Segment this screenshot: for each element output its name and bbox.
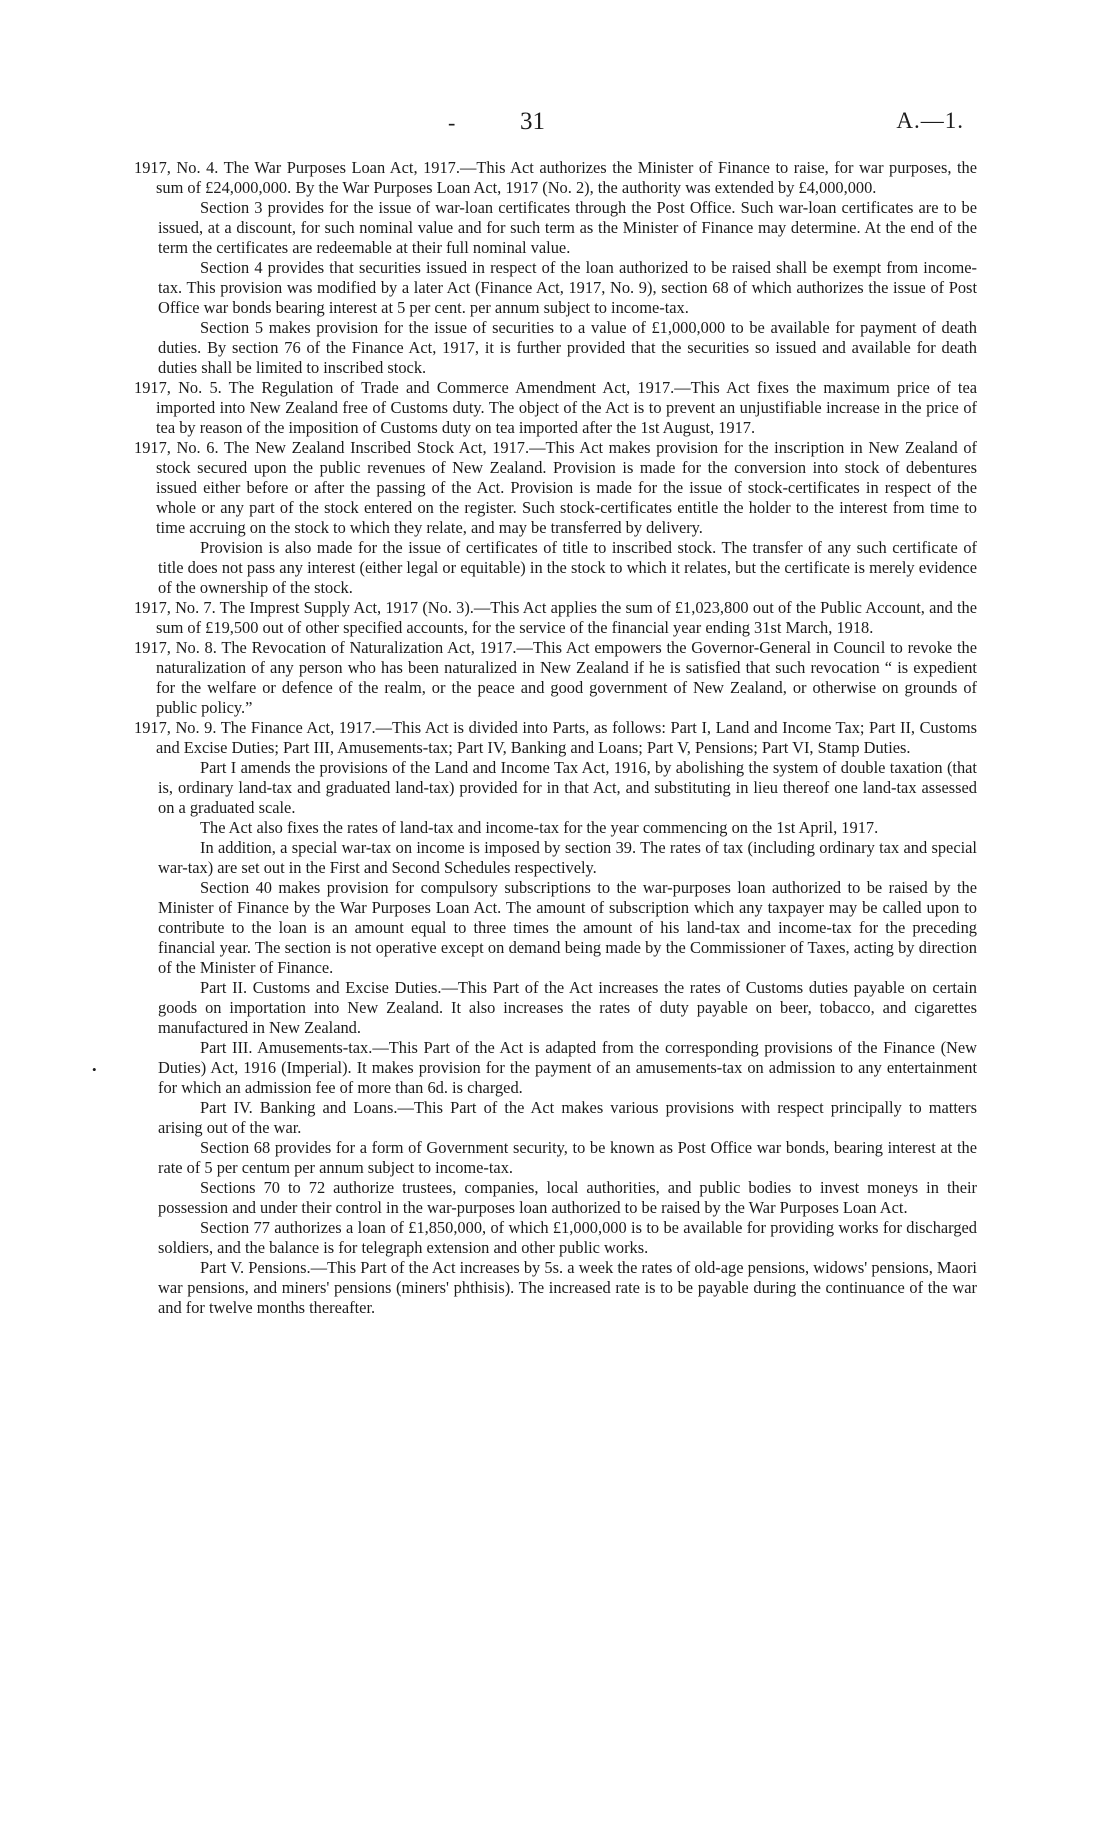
act-paragraph: 1917, No. 8. The Revocation of Naturalization Act, 1917.—This Act empowers the Governor-General in Council to revoke the naturalization of any person who has been naturalized in New Zealand if he is satisfied that such revocation “ is expedient for the welfare or defence of the realm, or the peace and good government of New Zealand, or otherwise on grounds of public policy.”: [134, 638, 977, 717]
body-paragraph: The Act also fixes the rates of land-tax and income-tax for the year commencing on the 1st April, 1917.: [200, 818, 879, 837]
act-paragraph: 1917, No. 9. The Finance Act, 1917.—This Act is divided into Parts, as follows: Part I, Land and Income Tax; Part II, Customs and Excise Duties; Part III, Amusements-tax; Part IV, Banking and Loans; Part V, Pensions; Part VI, Stamp Duties.: [134, 718, 977, 757]
body-paragraph: Section 68 provides for a form of Government security, to be known as Post Office war bonds, bearing interest at the rate of 5 per centum per annum subject to income-tax.: [158, 1138, 977, 1177]
body-paragraph: Part IV. Banking and Loans.—This Part of the Act makes various provisions with respect principally to matters arising out of the war.: [158, 1098, 977, 1137]
act-paragraph: 1917, No. 6. The New Zealand Inscribed Stock Act, 1917.—This Act makes provision for the inscription in New Zealand of stock secured upon the public revenues of New Zealand. Provision is made for the conversion into stock of debentures issued either before or after the passing of the Act. Provision is made for the issue of stock-certificates in respect of the whole or any part of the stock entered on the register. Such stock-certificates entitle the holder to the interest from time to time accruing on the stock to which they relate, and may be transferred by delivery.: [134, 438, 977, 537]
header-dash: -: [448, 110, 456, 135]
body-paragraph: Section 40 makes provision for compulsory subscriptions to the war-purposes loan authorized to be raised by the Minister of Finance by the War Purposes Loan Act. The amount of subscription which any taxpayer may be called upon to contribute to the loan is an amount equal to three times the amount of his land-tax and income-tax for the preceding financial year. The section is not operative except on demand being made by the Commissioner of Taxes, acting by direction of the Minister of Finance.: [158, 878, 977, 977]
body-paragraph: Section 4 provides that securities issued in respect of the loan authorized to be raised shall be exempt from income-tax. This provision was modified by a later Act (Finance Act, 1917, No. 9), section 68 of which authorizes the issue of Post Office war bonds bearing interest at 5 per cent. per annum subject to income-tax.: [158, 258, 977, 317]
body-paragraph: Section 5 makes provision for the issue of securities to a value of £1,000,000 to be available for payment of death duties. By section 76 of the Finance Act, 1917, it is further provided that the securities so issued and available for death duties shall be limited to inscribed stock.: [158, 318, 977, 377]
body-paragraph: Part II. Customs and Excise Duties.—This Part of the Act increases the rates of Customs duties payable on certain goods on importation into New Zealand. It also increases the rates of duty payable on beer, tobacco, and cigarettes manufactured in New Zealand.: [158, 978, 977, 1037]
document-body: [134, 158, 977, 1318]
body-paragraph: Sections 70 to 72 authorize trustees, companies, local authorities, and public bodies to invest moneys in their possession and under their control in the war-purposes loan authorized to be raised by the War Purposes Loan Act.: [158, 1178, 977, 1217]
page-header: [0, 108, 1114, 138]
act-paragraph: 1917, No. 4. The War Purposes Loan Act, 1917.—This Act authorizes the Minister of Finance to raise, for war purposes, the sum of £24,000,000. By the War Purposes Loan Act, 1917 (No. 2), the authority was extended by £4,000,000.: [134, 158, 977, 197]
act-paragraph: 1917, No. 5. The Regulation of Trade and Commerce Amendment Act, 1917.—This Act fixes the maximum price of tea imported into New Zealand free of Customs duty. The object of the Act is to prevent an unjustifiable increase in the price of tea by reason of the imposition of Customs duty on tea imported after the 1st August, 1917.: [134, 378, 977, 437]
margin-mark: •: [92, 1062, 97, 1077]
document-reference: A.—1.: [896, 108, 964, 133]
body-paragraph: Part III. Amusements-tax.—This Part of the Act is adapted from the corresponding provisions of the Finance (New Duties) Act, 1916 (Imperial). It makes provision for the payment of an amusements-tax on admission to any entertainment for which an admission fee of more than 6d. is charged.: [158, 1038, 977, 1097]
body-paragraph: Part V. Pensions.—This Part of the Act increases by 5s. a week the rates of old-age pensions, widows' pensions, Maori war pensions, and miners' pensions (miners' phthisis). The increased rate is to be payable during the continuance of the war and for twelve months thereafter.: [158, 1258, 977, 1317]
body-paragraph: Provision is also made for the issue of certificates of title to inscribed stock. The transfer of any such certificate of title does not pass any interest (either legal or equitable) in the stock to which it relates, but the certificate is merely evidence of the ownership of the stock.: [158, 538, 977, 597]
body-paragraph: Section 3 provides for the issue of war-loan certificates through the Post Office. Such war-loan certificates are to be issued, at a discount, for such nominal value and for such term as the Minister of Finance may determine. At the end of the term the certificates are redeemable at their full nominal value.: [158, 198, 977, 257]
act-paragraph: 1917, No. 7. The Imprest Supply Act, 1917 (No. 3).—This Act applies the sum of £1,023,800 out of the Public Account, and the sum of £19,500 out of other specified accounts, for the service of the financial year ending 31st March, 1918.: [134, 598, 977, 637]
body-paragraph: In addition, a special war-tax on income is imposed by section 39. The rates of tax (including ordinary tax and special war-tax) are set out in the First and Second Schedules respectively.: [158, 838, 977, 877]
body-paragraph: Section 77 authorizes a loan of £1,850,000, of which £1,000,000 is to be available for providing works for discharged soldiers, and the balance is for telegraph extension and other public works.: [158, 1218, 977, 1257]
body-paragraph: Part I amends the provisions of the Land and Income Tax Act, 1916, by abolishing the system of double taxation (that is, ordinary land-tax and graduated land-tax) provided for in that Act, and substituting in lieu thereof one land-tax assessed on a graduated scale.: [158, 758, 977, 817]
page-number: 31: [520, 108, 545, 135]
